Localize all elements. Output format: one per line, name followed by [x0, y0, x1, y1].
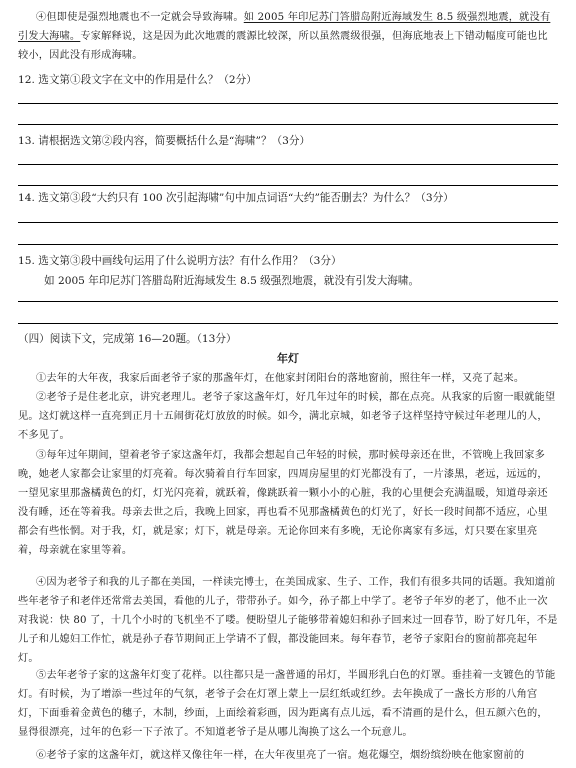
question-text: 选文第③段“大约只有 100 次引起海啸”句中加点词语“大约”能否删去？为什么？（3分） [38, 192, 454, 204]
article-paragraph-6: ⑥老爷子家的这盏年灯，就这样又像往年一样，在大年夜里亮了一宿。炮花爆空，烟纷缤纷映在他家窗前的 [36, 750, 525, 761]
article-paragraph-1: ①去年的大年夜，我家后面老爷子家的那盏年灯，在他家封闭阳台的落地窗前，照往年一样，又亮了起来。 [36, 373, 525, 384]
question-number: 14. [18, 192, 35, 204]
underlined-sentence: 如 2005 年印尼苏门答腊岛附近海域发生 8.5 级强烈地震，就没有引发大海啸。 [18, 12, 551, 42]
question-14 [18, 190, 558, 206]
article-paragraph-3: ③每年过年期间，望着老爷子家这盏年灯，我都会想起自己年轻的时候，那时候母亲还在世，不管晚上我回家多晚，她老人家都会让家里的灯亮着。每次骑着自行车回家，四周房屋里的灯光都没有了，一片漆黑，老远，远远的，一望见家里那盏橘黄色的灯，灯光闪亮着，就跃着，像跳跃着一颗小小的心脏，我的心里便会充满温暖，知道母亲还没有睡，还在等着我。母亲去世之后，我晚上回家，再也看不见那盏橘黄色的灯光了，好长一段时间都不适应，心里都会有些怅惘。对于我，灯，就是家；灯下，就是母亲。无论你回来有多晚，无论你离家有多远，灯只要在家里亮着，母亲就在家里等着。 [18, 450, 548, 556]
question-text: 选文第③段中画线句运用了什么说明方法？有什么作用？（3分） [38, 255, 342, 267]
article-paragraph-5: ⑤去年老爷子家的这盏年灯变了花样。以往都只是一盏普通的吊灯，半圆形乳白色的灯罩。垂挂着一支镀色的节能灯。有时候，为了增添一些过年的气氛，老爷子会在灯罩上蒙上一层红纸或红纱。去年换成了一盏长方形的八角宫灯，下面垂着金黄色的穗子，木制，纱面，上面绘着彩画，因为距离有点儿远，看不清画的是什么，但五颜六色的，显得很漂亮，过年的色彩一下子浓了。不知道老爷子是从哪儿淘换了这么一个玩意儿。 [18, 670, 556, 738]
question-15 [18, 253, 558, 269]
question-12 [18, 72, 558, 88]
question-number: 13. [18, 135, 35, 147]
question-15-quote: 如 2005 年印尼苏门答腊岛附近海域发生 8.5 级强烈地震，就没有引发大海啸。 [44, 275, 420, 287]
section-heading: （四）阅读下文，完成第 16—20题。（13分） [18, 333, 237, 345]
question-text: 选文第①段文字在文中的作用是什么？（2分） [38, 74, 257, 86]
question-number: 12. [18, 74, 35, 86]
article-title: 年灯 [277, 352, 299, 365]
answer-line[interactable] [18, 244, 558, 245]
answer-line[interactable] [18, 323, 558, 324]
answer-line[interactable] [18, 124, 558, 125]
question-number: 15. [18, 255, 35, 267]
answer-line[interactable] [18, 301, 558, 302]
answer-line[interactable] [18, 103, 558, 104]
article-paragraph-2: ②老爷子是住老北京，讲究老理儿。老爷子家这盏年灯，好几年过年的时候，都在点亮。从我家的后窗一眼就能望见。这灯就这样一直亮到正月十五闹街花灯放放的时候。如今，满北京城，如老爷子这样坚持守候过年老理儿的人，不多见了。 [18, 392, 556, 441]
passage-paragraph-4: ④但即使是强烈地震也不一定就会导致海啸。如 2005 年印尼苏门答腊岛附近海域发生 8.5 级强烈地震，就没有引发大海啸。专家解释说，这是因为此次地震的震源比较深，所以虽然震级很强，但海底地表上下错动幅度可能也比较小，因此没有形成海啸。 [18, 12, 551, 61]
question-text: 请根据选文第②段内容，简要概括什么是“海啸”？（3分） [38, 135, 311, 147]
article-paragraph-4: ④因为老爷子和我的儿子都在美国，一样读完博士，在美国成家、生子、工作，我们有很多共同的话题。我知道前些年老爷子和老伴还常常去美国，看他的儿子，带带孙子。如今，孙子都上中学了。老爷子年岁的老了，他不止一次对我说：快 80 了，十几个小时的飞机坐不了喽。便盼望儿子能够带着媳妇和孙子回来过一回春节，盼了好几年，不是儿子和儿媳妇工作忙，就是孙子春节期间正上学请不了假，都没能回来。每年春节，老爷子家阳台的窗前都亮起年灯。 [18, 577, 558, 664]
answer-line[interactable] [18, 185, 558, 186]
question-13 [18, 133, 558, 149]
answer-line[interactable] [18, 222, 558, 223]
answer-line[interactable] [18, 164, 558, 165]
